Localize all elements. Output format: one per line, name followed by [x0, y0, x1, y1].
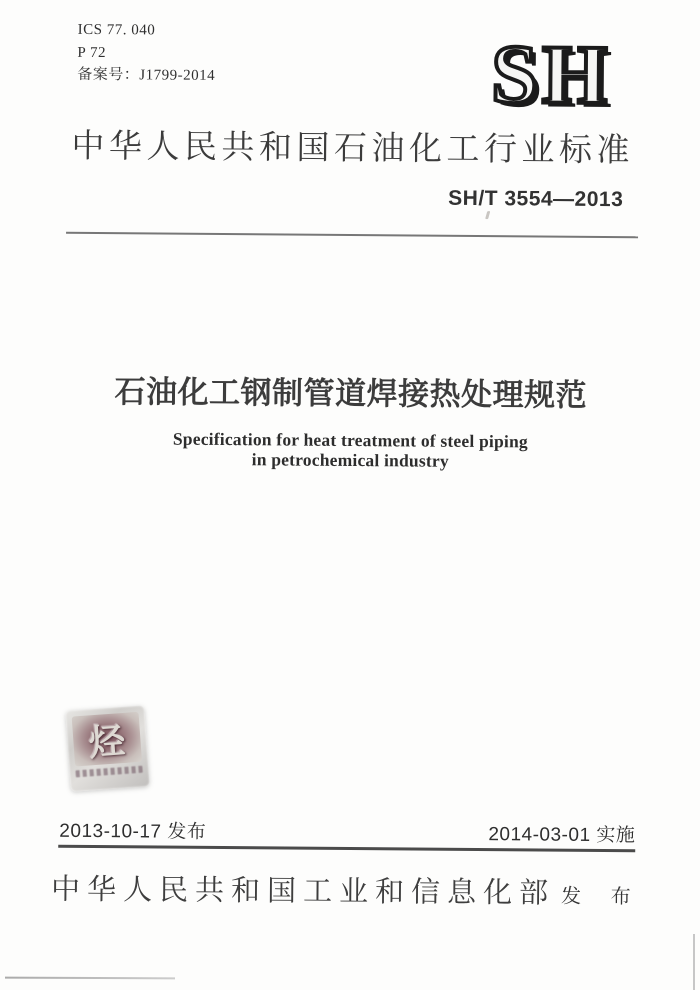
title-chinese: 石油化工钢制管道焊接热处理规范 [114, 374, 588, 413]
hologram-stamp [65, 705, 150, 791]
record-number: 备案号：J1799-2014 [77, 66, 216, 84]
scan-artifact-right-edge [693, 934, 695, 990]
sh-logo: SH [490, 28, 612, 123]
stamp-core [72, 712, 142, 767]
publisher-row [0, 866, 697, 912]
classification-code: P 72 [77, 44, 107, 61]
publisher-name: 中华人民共和国工业和信息化部 [50, 873, 556, 910]
top-rule [66, 232, 638, 238]
stamp-glyph: 烃 [87, 720, 127, 763]
ics-code: ICS 77. 040 [77, 21, 156, 39]
title-english [0, 428, 700, 472]
meta-block [77, 19, 215, 88]
publisher-action: 发 布 [560, 885, 643, 909]
stamp-microtext [75, 766, 142, 778]
issue-date: 2013-10-17 发布 [59, 820, 207, 843]
implementation-date: 2014-03-01 实施 [488, 824, 636, 847]
standard-heading: 中华人民共和国石油化工行业标准 [71, 128, 635, 170]
standard-number: SH/T 3554—2013 [448, 186, 624, 212]
title-english-line2: in petrochemical industry [251, 448, 449, 471]
title-english-line1: Specification for heat treatment of steel piping [172, 428, 529, 452]
scan-speck [485, 211, 490, 219]
